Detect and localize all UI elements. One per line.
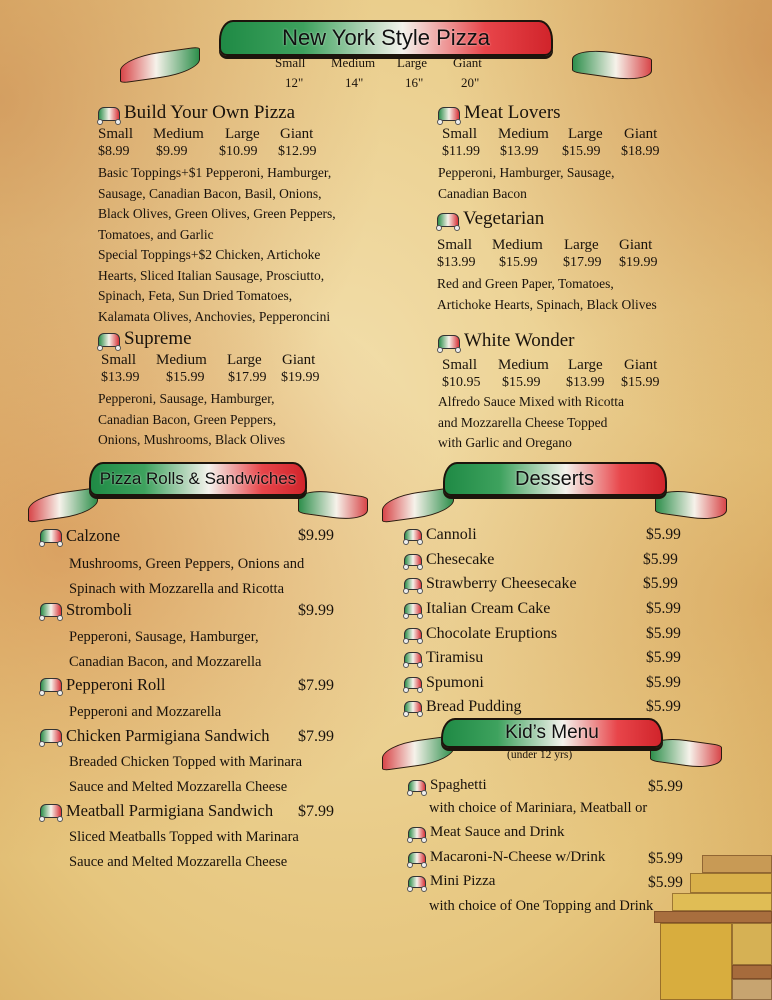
ribbon-band [441,718,663,748]
size-label: Giant [624,357,658,373]
size-label: Medium [156,352,207,368]
desserts-banner [382,460,727,522]
description-line: Sauce and Melted Mozzarella Cheese [69,779,288,795]
description-line: Breaded Chicken Topped with Marinara [69,754,303,770]
size-label: Large [227,352,262,368]
dessert-item [404,671,694,696]
item-description [69,700,221,725]
description-line: Pepperoni, Sausage, Hamburger, [98,391,275,406]
italian-flag-bullet-icon [404,603,422,615]
price: $13.99 [101,370,140,385]
size-label: Large [564,237,599,253]
price: $13.99 [500,144,539,159]
price: $18.99 [621,144,660,159]
item-name: Spumoni [426,673,484,691]
size-label: Small [275,55,306,70]
item-price: $7.99 [298,803,334,820]
page-title: New York Style Pizza [282,25,490,50]
price: $15.99 [499,255,538,270]
price: $17.99 [563,255,602,270]
item-name: Chocolate Eruptions [426,624,558,642]
italian-flag-bullet-icon [40,678,62,692]
stone-block [702,855,772,873]
menu-item-stromboli [40,600,132,620]
size-label: Large [568,357,603,373]
italian-flag-bullet-icon [404,701,422,713]
price: $9.99 [156,144,188,159]
description-line: Special Toppings+$2 Chicken, Artichoke [98,247,321,262]
dessert-item [404,646,694,671]
stone-block [672,893,772,911]
size-label: Small [442,126,478,142]
description-line: Tomatoes, and Garlic [98,226,214,242]
italian-flag-bullet-icon [98,333,120,347]
item-price: $5.99 [643,575,678,593]
item-description: with choice of One Topping and Drink [429,898,654,914]
pizza-name: Supreme [124,328,192,349]
italian-flag-bullet-icon [404,554,422,566]
description-line: and Mozzarella Cheese Topped [438,414,608,430]
price: $13.99 [437,255,476,270]
italian-flag-bullet-icon [437,213,459,227]
item-name: Macaroni-N-Cheese w/Drink [430,849,606,865]
desserts-list [404,523,694,720]
ribbon-tail-right [298,487,368,523]
item-name: Pepperoni Roll [66,675,166,694]
price: $10.95 [442,375,481,390]
ribbon-tail-right [655,487,727,523]
item-price: $9.99 [298,602,334,619]
price: $19.99 [281,370,320,385]
pizza-supreme [98,328,320,451]
italian-flag-bullet-icon [40,529,62,543]
menu-item-meatball-parmigiana-sandwich [40,801,273,821]
size-label: Small [98,126,134,142]
ribbon-band [219,20,553,56]
size-label: Giant [280,126,314,142]
price: $15.99 [621,375,660,390]
menu-item-macaroni-n-cheese [408,849,605,866]
size-label: Giant [282,352,316,368]
description-line: Black Olives, Green Olives, Green Peppers, [98,206,336,221]
item-name: Spaghetti [430,777,487,793]
stone-block [654,911,772,923]
item-name: Tiramisu [426,649,484,667]
menu-item-pepperoni-roll [40,675,165,695]
stone-block [660,923,732,1000]
item-price: $5.99 [646,526,681,544]
size-label: Giant [619,237,653,253]
item-description [69,750,302,800]
italian-flag-bullet-icon [408,780,426,792]
item-price: $5.99 [646,624,681,642]
description-line: Sauce and Melted Mozzarella Cheese [69,854,288,870]
price: $11.99 [442,144,480,159]
item-name: Mini Pizza [430,873,496,889]
item-price: $5.99 [646,600,681,618]
item-price: $5.99 [646,698,681,716]
size-label: Giant [624,126,658,142]
menu-item-spaghetti [408,777,487,794]
italian-flag-bullet-icon [408,876,426,888]
item-price: $7.99 [298,677,334,694]
pizza-vegetarian [437,208,658,315]
size-label: Small [437,237,473,253]
italian-flag-bullet-icon [404,628,422,640]
dessert-item [404,572,694,597]
pizza-white-wonder [438,330,660,454]
item-price: $5.99 [643,550,678,568]
size-label: Medium [492,237,543,253]
description-line: Basic Toppings+$1 Pepperoni, Hamburger, [98,165,332,180]
description-line: Mushrooms, Green Peppers, Onions and [69,556,305,572]
stone-block [732,979,772,1000]
italian-flag-bullet-icon [40,603,62,617]
item-name: Chicken Parmigiana Sandwich [66,726,270,745]
dessert-item [404,523,694,548]
italian-flag-bullet-icon [40,804,62,818]
price: $15.99 [562,144,601,159]
decorative-stone-wall [642,855,772,1000]
menu-item-mini-pizza [408,873,495,890]
italian-flag-bullet-icon [404,529,422,541]
item-name: Italian Cream Cake [426,600,551,618]
menu-item-calzone [40,526,120,546]
pizza-name: Build Your Own Pizza [124,102,296,123]
description-line: Pepperoni and Mozzarella [69,704,222,720]
description-line: Kalamata Olives, Anchovies, Pepperoncini [98,308,331,324]
italian-flag-bullet-icon [404,677,422,689]
description-line: Alfredo Sauce Mixed with Ricotta [438,394,624,409]
price: $15.99 [166,370,205,385]
item-description [69,625,261,675]
item-name: Chesecake [426,550,495,568]
item-description: with choice of Mariniara, Meatball or [429,800,648,816]
item-price: $5.99 [646,649,681,667]
item-price: $5.99 [646,673,681,691]
item-name: Calzone [66,526,121,545]
description-line: Pepperoni, Sausage, Hamburger, [69,629,259,645]
size-inches: 16" [405,75,424,90]
stone-block [732,923,772,965]
description-line: Red and Green Paper, Tomatoes, [437,276,614,291]
ribbon-band [89,462,307,496]
price: $13.99 [566,375,605,390]
size-label: Small [101,352,137,368]
ribbon-tail-right [572,46,652,83]
pizza-name: White Wonder [464,330,575,351]
size-legend [275,55,515,91]
item-name: Cannoli [426,526,477,544]
kids-menu-subtitle: (under 12 yrs) [507,749,573,761]
item-price: $9.99 [298,527,334,544]
description-line: Onions, Mushrooms, Black Olives [98,432,286,447]
size-label: Medium [331,55,376,70]
description-line: Sausage, Canadian Bacon, Basil, Onions, [98,185,322,201]
description-line: with Garlic and Oregano [438,435,572,450]
description-line: Spinach with Mozzarella and Ricotta [69,581,285,597]
price: $10.99 [219,144,258,159]
description-line: Pepperoni, Hamburger, Sausage, [438,165,615,180]
size-inches: 20" [461,75,480,90]
kids-menu-banner [382,716,722,778]
item-price: $7.99 [298,728,334,745]
stone-block [690,873,772,893]
size-label: Medium [498,357,549,373]
item-price: $5.99 [648,850,683,867]
italian-flag-bullet-icon [404,652,422,664]
size-label: Large [568,126,603,142]
price: $12.99 [278,144,317,159]
price: $8.99 [98,144,130,159]
description-line: Canadian Bacon [438,185,527,201]
price: $19.99 [619,255,658,270]
item-description [69,552,304,602]
item-name: Bread Pudding [426,698,522,716]
item-price: $5.99 [648,874,683,891]
stone-block [732,965,772,979]
description-line: Sliced Meatballs Topped with Marinara [69,829,299,845]
description-line: Hearts, Sliced Italian Sausage, Prosciutto, [98,267,325,283]
description-line: Artichoke Hearts, Spinach, Black Olives [437,296,657,312]
size-label: Large [397,55,428,70]
italian-flag-bullet-icon [98,107,120,121]
item-name: Meat Sauce and Drink [430,824,565,840]
menu-item-meat-sauce-and-drink [408,824,565,841]
pizza-meat-lovers [438,102,660,204]
price: $17.99 [228,370,267,385]
dessert-item [404,548,694,573]
pizza-build-your-own [98,102,336,327]
section-title: Kid’s Menu [505,722,599,743]
italian-flag-bullet-icon [438,107,460,121]
item-price: $5.99 [648,778,683,795]
size-label: Giant [453,55,482,70]
section-title: Pizza Rolls & Sandwiches [99,469,297,488]
description-line: Canadian Bacon, and Mozzarella [69,654,262,670]
size-label: Medium [498,126,549,142]
italian-flag-bullet-icon [40,729,62,743]
ribbon-band [443,462,667,496]
item-name: Strawberry Cheesecake [426,575,577,593]
price: $15.99 [502,375,541,390]
size-inches: 14" [345,75,364,90]
size-label: Small [442,357,478,373]
italian-flag-bullet-icon [408,827,426,839]
ribbon-tail-left [120,46,200,83]
italian-flag-bullet-icon [404,578,422,590]
size-inches: 12" [285,75,304,90]
size-label: Medium [153,126,204,142]
description-line: Canadian Bacon, Green Peppers, [98,411,277,427]
section-title: Desserts [515,467,594,490]
description-line: Spinach, Feta, Sun Dried Tomatoes, [98,288,293,303]
dessert-item [404,597,694,622]
dessert-item [404,621,694,646]
ribbon-tail-left [28,487,98,523]
rolls-sandwiches-banner [28,460,368,522]
pizza-name: Vegetarian [463,208,545,229]
italian-flag-bullet-icon [408,852,426,864]
pizza-name: Meat Lovers [464,102,561,123]
italian-flag-bullet-icon [438,335,460,349]
item-name: Meatball Parmigiana Sandwich [66,801,274,820]
menu-item-chicken-parmigiana-sandwich [40,726,269,746]
size-label: Large [225,126,260,142]
item-description [69,825,299,875]
item-name: Stromboli [66,600,133,619]
